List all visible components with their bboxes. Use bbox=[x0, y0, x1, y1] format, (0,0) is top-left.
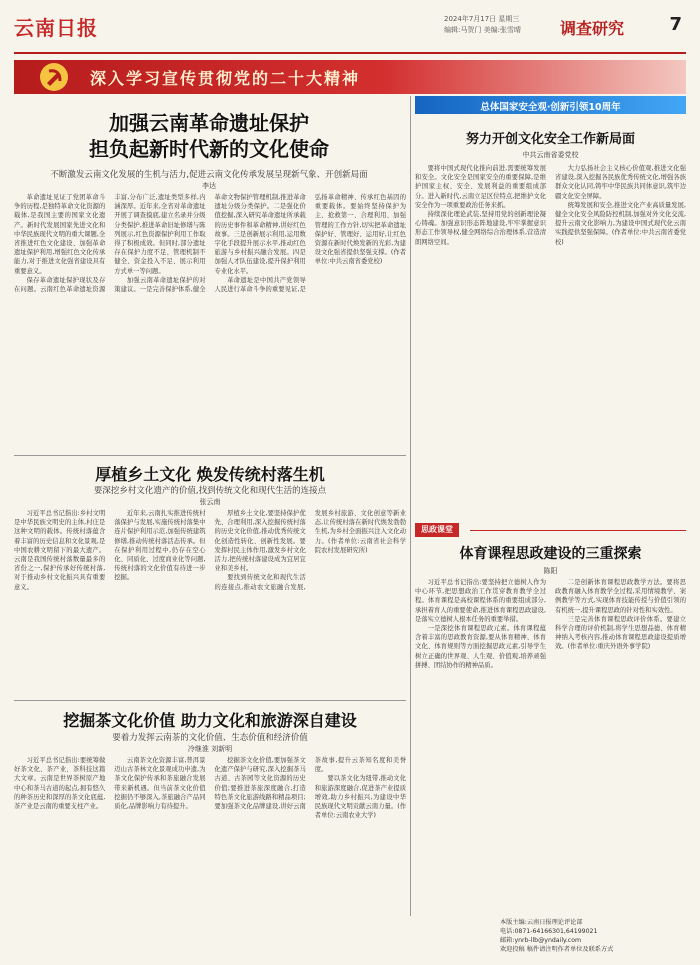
paragraph: 近年来,云南扎实推进传统村落保护与发展,实施传统村落集中连片保护利用示范,加强传统建筑修缮,推动传统村落活态传承。但在保护利用过程中,仍存在空心化、同质化、过度商业化等问题,传统村落的文化价值有待进一步挖掘。 bbox=[114, 510, 206, 582]
article4-body bbox=[14, 756, 406, 956]
issue-date: 2024年7月17日 星期三 bbox=[444, 15, 520, 23]
paragraph: 持续深化理论武装,坚持用党的创新理论凝心铸魂。加强意识形态阵地建设,牢牢掌握意识形态工作领导权,健全网络综合治理体系,营造清朗网络空间。 bbox=[415, 211, 546, 246]
article2-subhead: 要深挖乡村文化遗产的价值,找到传统文化和现代生活的连接点 bbox=[93, 486, 327, 496]
divider bbox=[14, 700, 406, 701]
article1-body bbox=[14, 193, 406, 451]
newspaper-logo: 云南日报 bbox=[14, 16, 98, 40]
paragraph: 厚植乡土文化,要坚持保护优先、合理利用,深入挖掘传统村落的历史文化价值,推动优秀传统文化创造性转化、创新性发展。要发挥村民主体作用,激发乡村文化活力,把传统村落建设成为宜居宜业和美乡村。 bbox=[214, 510, 306, 573]
paragraph: 一是深挖体育课程思政元素。体育课程蕴含着丰富的思政教育资源,要从体育精神、体育文化、体育规则等方面挖掘思政元素,引导学生树立正确的世界观、人生观、价值观,培养顽强拼搏、团结协作的精神品质。 bbox=[415, 625, 546, 669]
paragraph: 要将中国式现代化推向前进,需要统筹发展和安全。文化安全是国家安全的重要保障,是维护国家主权、安全、发展利益的重要组成部分。进入新时代,云南立足区位特点,把维护文化安全作为一项重要政治任务来抓。 bbox=[415, 165, 546, 209]
column-tag: 思政课堂 bbox=[415, 523, 459, 537]
right1-headline: 努力开创文化安全工作新局面 bbox=[465, 132, 635, 147]
article1-subhead: 不断激发云南文化发展的生机与活力,促进云南文化传承发展呈现新气象、开创新局面 bbox=[50, 170, 368, 180]
right1-byline: 中共云南省委党校 bbox=[522, 151, 579, 159]
banner-title: 深入学习宣传贯彻党的二十大精神 bbox=[90, 69, 361, 88]
paragraph: 革命遗址见证了党团革命斗争的历程,是独特革命文化资源的载体,是我国主要的国家文化遗产。新时代发展国家先进文化和中华民族现代文明的重大课题,全省推进红色文化建设、加强革命遗址保护利用,增强红色文化传承能力,对于推进文化强省建设具有重要意义。 bbox=[14, 194, 106, 275]
issue-meta bbox=[444, 14, 521, 36]
column-divider bbox=[410, 96, 411, 916]
editorial-contact bbox=[500, 918, 686, 954]
paragraph: 统筹发展和安全,推进文化产业高质量发展,健全文化安全风险防控机制,加强对外文化交流,提升云南文化影响力,为建设中国式现代化云南实践提供坚强保障。(作者单位:中共云南省委党校) bbox=[555, 201, 686, 246]
paragraph: 习近平总书记指出:乡村文明是中华民族文明史的主体,村庄是这种文明的载体。传统村落蕴含着丰富的历史信息和文化景观,是中国农耕文明留下的最大遗产。云南是我国传统村落数量最多的省份之一,保护传承好传统村落,对于推动乡村文化振兴具有重要意义。 bbox=[14, 510, 106, 591]
paragraph: 三是完善体育课程思政评价体系。要建立科学合理的评价机制,将学生思想品德、体育精神纳入考核内容,推动体育课程思政建设提质增效。(作者单位:重庆外语外事学院) bbox=[555, 615, 686, 651]
contact-editor: 本版主编:云南日报理论评论部 bbox=[500, 919, 583, 926]
issue-editors: 编辑:马贺门 美编:张雪晴 bbox=[444, 26, 521, 34]
special-column-title: 总体国家安全观·创新引领10周年 bbox=[480, 102, 621, 113]
article2-headline: 厚植乡土文化 焕发传统村落生机 bbox=[95, 465, 325, 484]
special-column-banner bbox=[415, 96, 686, 114]
divider bbox=[14, 455, 406, 456]
paragraph: 要找到传统文化和现代生活的连接点,推动农文旅融合发展,发展乡村旅游、文化创意等新业态,让传统村落在新时代焕发勃勃生机,为乡村全面振兴注入文化动力。(作者单位:云南省社会科学院农村发展研究所) bbox=[214, 510, 406, 591]
article4-byline: 冷继淮 刘新明 bbox=[187, 745, 233, 753]
masthead bbox=[14, 8, 686, 54]
theme-banner bbox=[14, 60, 686, 94]
paragraph: 习近平总书记指出:要坚持把立德树人作为中心环节,把思想政治工作贯穿教育教学全过程。体育课程是高校课程体系的重要组成部分,承担着育人的重要使命,推进体育课程思政建设,是落实立德树人根本任务的重要举措。 bbox=[415, 579, 546, 623]
article1-headline bbox=[14, 110, 404, 162]
article2-byline: 张云南 bbox=[199, 498, 221, 506]
contact-email: 邮箱:ynrb-llb@yndaily.com bbox=[500, 937, 582, 944]
paragraph: 挖掘茶文化价值,要加强茶文化遗产保护与研究,深入挖掘茶马古道、古茶园等文化资源的历史价值;要推进茶旅深度融合,打造特色茶文化旅游线路和精品项目;要加强茶文化品牌建设,讲好云南茶故事,提升云茶知名度和美誉度。 bbox=[214, 757, 406, 811]
contact-phone: 电话:0871-64166301,64199021 bbox=[500, 928, 598, 935]
article2-body bbox=[14, 509, 406, 694]
article1-headline-line2: 担负起新时代新的文化使命 bbox=[89, 137, 329, 161]
paragraph: 革命遗址是中国共产党领导人民进行革命斗争的重要见证,是弘扬革命精神、传承红色基因的重要载体。要始终坚持保护为主、抢救第一、合理利用、加强管理的工作方针,切实把革命遗址保护好、管理好、运用好,让红色资源在新时代焕发新的光彩,为建设文化强省提供坚强支撑。(作者单位:中共云南省委党校) bbox=[214, 194, 406, 294]
paragraph: 要以茶文化为纽带,推动文化和旅游深度融合,促进茶产业提质增效,助力乡村振兴,为建设中华民族现代文明贡献云南力量。(作者单位:云南农业大学) bbox=[314, 775, 406, 820]
article3-body bbox=[415, 578, 686, 910]
party-emblem-icon bbox=[38, 61, 70, 93]
article3-byline: 陈阳 bbox=[543, 567, 558, 575]
right1-body bbox=[415, 164, 686, 514]
article4-subhead: 要着力发挥云南茶的文化价值、生态价值和经济价值 bbox=[112, 733, 308, 743]
article1-byline: 李达 bbox=[202, 182, 216, 190]
tag-line bbox=[470, 530, 686, 531]
paragraph: 二是创新体育课程思政教学方法。要将思政教育融入体育教学全过程,采用情境教学、案例教学等方式,实现体育技能传授与价值引领的有机统一,提升课程思政的针对性和实效性。 bbox=[555, 579, 686, 614]
paragraph: 习近平总书记指出:要统筹做好茶文化、茶产业、茶科技这篇大文章。云南是世界茶树原产地中心和茶马古道的起点,拥有悠久的种茶历史和深厚的茶文化底蕴,茶产业是云南的重要支柱产业。 bbox=[14, 757, 106, 811]
section-title: 调查研究 bbox=[560, 19, 625, 38]
paragraph: 大力弘扬社会主义核心价值观,推进文化强省建设,深入挖掘各民族优秀传统文化,增强各族群众文化认同,铸牢中华民族共同体意识,筑牢边疆文化安全屏障。 bbox=[555, 165, 686, 200]
paragraph: 加强云南革命遗址保护的对策建议。一是完善保护体系,健全革命文物保护管理机制,推进革命遗址分级分类保护。二是强化价值挖掘,深入研究革命遗址所承载的历史事件和革命精神,讲好红色故事。三是创新展示利用,运用数字化手段提升展示水平,推动红色旅游与乡村振兴融合发展。四是加强人才队伍建设,提升保护利用专业化水平。 bbox=[114, 194, 306, 294]
article3-headline: 体育课程思政建设的三重探索 bbox=[459, 546, 642, 562]
contact-note: 欢迎投稿 稿件请注明作者单位及联系方式 bbox=[500, 946, 614, 953]
paragraph: 云南茶文化资源丰富,普洱景迈山古茶林文化景观成功申遗,为茶文化保护传承和茶旅融合发展带来新机遇。但当前茶文化价值挖掘仍不够深入,茶旅融合产品同质化,品牌影响力有待提升。 bbox=[114, 757, 206, 811]
article4-headline: 挖掘茶文化价值 助力文化和旅游深自建设 bbox=[63, 711, 357, 730]
article1-headline-line1: 加强云南革命遗址保护 bbox=[109, 111, 309, 135]
paragraph: 保存革命遗址保护现状及存在问题。云南红色革命遗址资源丰富,分布广泛,遗址类型多样,内涵深厚。近年来,全省对革命遗址开展了调查摸底,建立名录并分级分类保护,推进革命旧址修缮与陈列展示,红色资源保护利用工作取得了积极成效。但同时,部分遗址存在保护力度不足、管理机制不健全、资金投入不足、展示利用方式单一等问题。 bbox=[14, 194, 206, 294]
page-number: 7 bbox=[669, 14, 682, 35]
